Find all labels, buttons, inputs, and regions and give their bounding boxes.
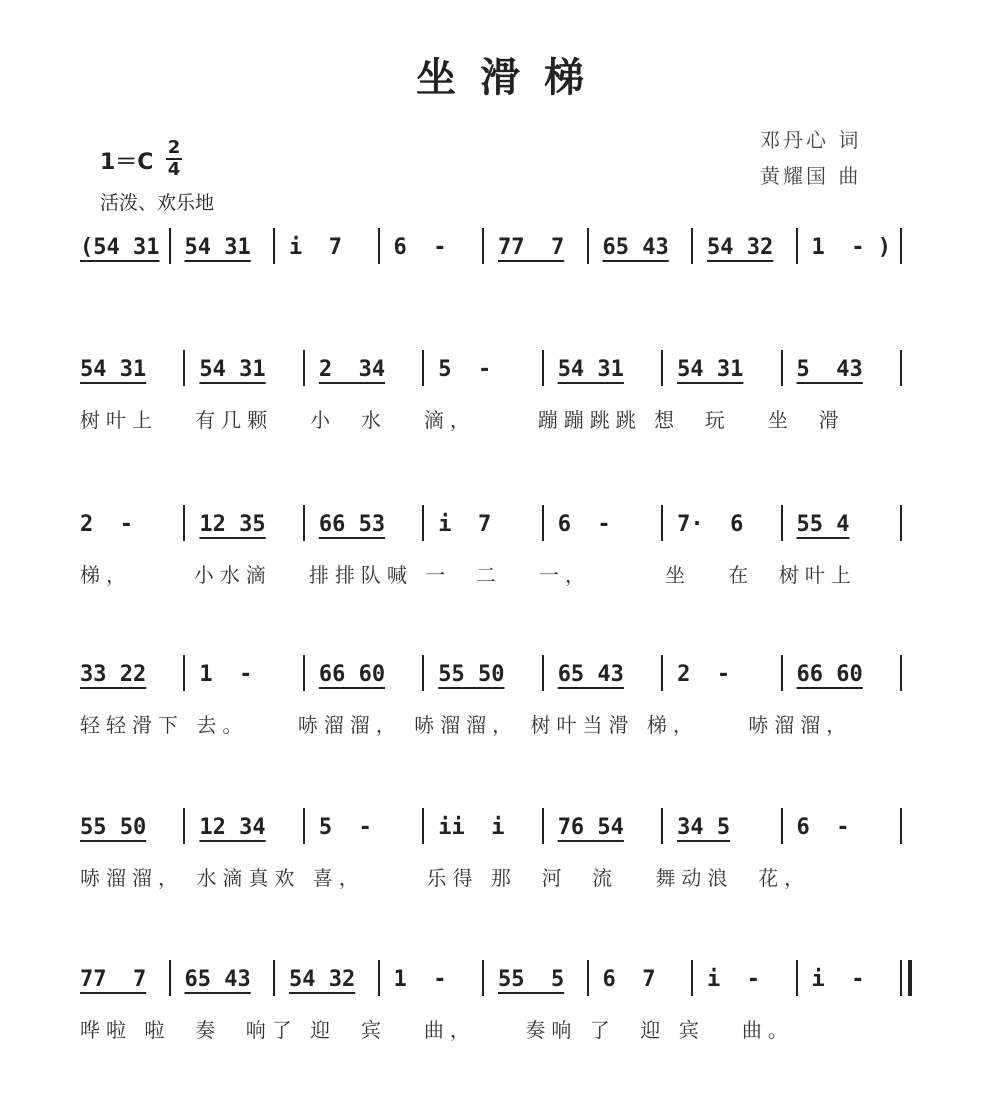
measure-notes: 77 7: [80, 967, 147, 992]
measure: [781, 505, 900, 541]
lyricist-credit: 邓丹心 词: [760, 128, 862, 152]
measure: [80, 655, 183, 691]
notation-row: [80, 655, 912, 691]
measure: [169, 960, 274, 996]
measure-notes: 54 31: [677, 357, 744, 382]
measure: [273, 960, 378, 996]
measure-notes: 54 31: [80, 357, 147, 382]
measure: [80, 228, 169, 264]
measure: [80, 350, 183, 386]
measure-notes: 5 -: [438, 357, 492, 382]
measure: [303, 505, 422, 541]
measure-notes: 65 43: [602, 235, 669, 260]
measure: [422, 505, 541, 541]
barline: [900, 808, 912, 844]
measure-notes: 55 50: [80, 815, 147, 840]
measure-notes: 66 53: [318, 512, 386, 537]
notation-row: [80, 350, 912, 386]
lyrics-row: [80, 282, 912, 308]
measure: [169, 228, 274, 264]
measure: [422, 655, 541, 691]
score-line: [80, 808, 912, 888]
measure-notes: 2 34: [318, 357, 386, 382]
measure-notes: 65 43: [557, 662, 624, 687]
time-signature-numerator: 2: [167, 137, 181, 158]
measure: [542, 655, 661, 691]
measure: [422, 808, 541, 844]
measure-notes: 6 7: [602, 967, 656, 992]
measure: [80, 960, 169, 996]
score-line: [80, 655, 912, 735]
measure: [796, 960, 901, 996]
final-barline: [900, 960, 912, 996]
measure-notes: 55 5: [498, 967, 565, 992]
lyrics-row: 轻轻滑下 去。 哧溜溜， 哧溜溜， 树叶当滑 梯， 哧溜溜，: [80, 713, 853, 737]
time-signature-denominator: 4: [167, 159, 181, 180]
measure: [661, 350, 780, 386]
measure: [482, 960, 587, 996]
measure: [273, 228, 378, 264]
measure-notes: ii i: [438, 815, 505, 840]
lyrics-row: 梯， 小水滴 排排队喊 一 二 一， 坐 在 树叶上: [80, 563, 857, 587]
measure-notes: i 7: [289, 235, 342, 260]
tempo-marking: 活泼、欢乐地: [100, 192, 215, 214]
measure: [378, 960, 483, 996]
measure-notes: 12 35: [199, 512, 266, 537]
composer-credit: 黄耀国 曲: [760, 164, 862, 188]
barline: [900, 350, 912, 386]
measure-notes: 66 60: [796, 662, 863, 687]
measure-notes: 7· 6: [677, 512, 744, 537]
measure: [422, 350, 541, 386]
measure: [691, 228, 796, 264]
measure: [661, 808, 780, 844]
measure-notes: 6 -: [557, 512, 611, 537]
measure: [183, 505, 302, 541]
measure-notes: i -: [707, 967, 760, 992]
lyrics-row: 哧溜溜， 水滴真欢 喜， 乐得 那 河 流 舞动浪 花，: [80, 866, 811, 890]
measure-notes: i 7: [438, 512, 492, 537]
measure: [303, 808, 422, 844]
measure-notes: 55 4: [796, 512, 850, 537]
measure-notes: 6 -: [393, 235, 447, 260]
lyrics-row: 树叶上 有几颗 小 水 滴， 蹦蹦跳跳 想 玩 坐 滑: [80, 408, 845, 432]
measure-notes: 1 -: [199, 662, 253, 687]
measure: [661, 655, 780, 691]
notation-row: [80, 228, 912, 264]
notation-row: [80, 960, 912, 996]
lyrics-row: 哗啦 啦 奏 响了 迎 宾 曲， 奏响 了 迎 宾 曲。: [80, 1018, 794, 1042]
measure: [691, 960, 796, 996]
barline: [900, 228, 912, 264]
measure: [183, 655, 302, 691]
measure-notes: 54 31: [184, 235, 251, 260]
barline: [900, 655, 912, 691]
measure-notes: 1 -: [393, 967, 447, 992]
measure: [781, 350, 900, 386]
measure-notes: 2 -: [80, 512, 133, 537]
score-line: [80, 960, 912, 1040]
measure-notes: 54 32: [707, 235, 774, 260]
measure: [542, 350, 661, 386]
measure-notes: 5 43: [796, 357, 863, 382]
measure: [482, 228, 587, 264]
measure-notes: 1 - ): [811, 235, 891, 260]
measure-notes: 6 -: [796, 815, 850, 840]
measure: [781, 655, 900, 691]
measure: [183, 808, 302, 844]
measure-notes: 65 43: [184, 967, 251, 992]
measure-notes: 33 22: [80, 662, 147, 687]
score-line: [80, 350, 912, 430]
score-line: [80, 505, 912, 585]
measure: [661, 505, 780, 541]
measure: [587, 228, 692, 264]
measure-notes: 66 60: [318, 662, 386, 687]
measure-notes: 76 54: [557, 815, 624, 840]
barline: [900, 505, 912, 541]
measure: [303, 350, 422, 386]
measure: [542, 505, 661, 541]
measure: [781, 808, 900, 844]
measure: [796, 228, 901, 264]
measure-notes: (54 31: [80, 235, 160, 260]
time-signature: [166, 138, 182, 180]
measure-notes: 54 31: [557, 357, 624, 382]
measure-notes: i -: [811, 967, 865, 992]
score-line: [80, 228, 912, 308]
measure: [378, 228, 483, 264]
measure-notes: 54 31: [199, 357, 266, 382]
key-signature: 1＝C: [100, 150, 154, 175]
measure: [80, 808, 183, 844]
notation-row: [80, 808, 912, 844]
measure: [80, 505, 183, 541]
measure-notes: 5 -: [318, 815, 372, 840]
song-title: 坐滑梯: [416, 54, 608, 101]
measure-notes: 77 7: [498, 235, 565, 260]
measure: [587, 960, 692, 996]
notation-row: [80, 505, 912, 541]
measure: [183, 350, 302, 386]
measure-notes: 34 5: [677, 815, 731, 840]
measure: [542, 808, 661, 844]
measure-notes: 2 -: [677, 662, 731, 687]
measure-notes: 12 34: [199, 815, 266, 840]
measure-notes: 54 32: [289, 967, 356, 992]
measure-notes: 55 50: [438, 662, 505, 687]
measure: [303, 655, 422, 691]
